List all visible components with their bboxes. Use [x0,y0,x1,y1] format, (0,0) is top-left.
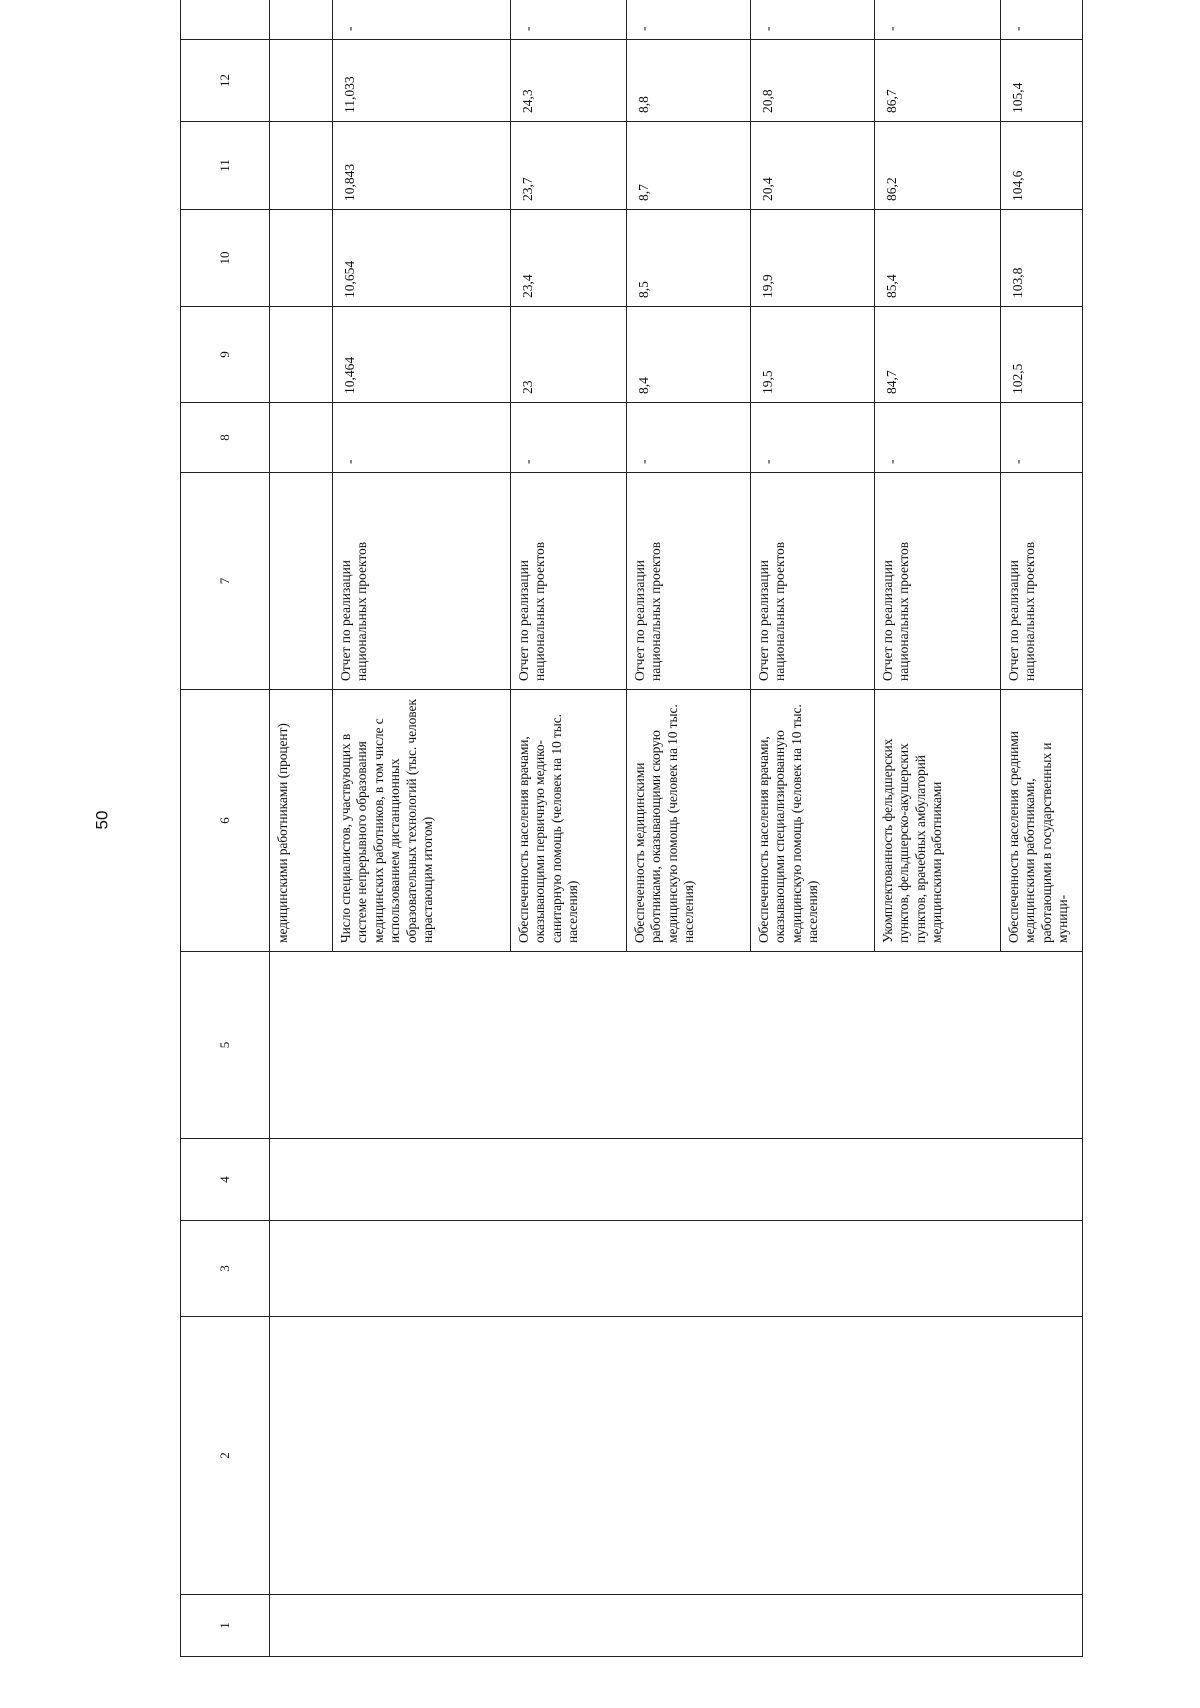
col5-cell [270,952,1083,1139]
header-cell-12: 12 [181,40,270,122]
value-col13: - [875,0,1001,40]
indicators-table [180,0,1083,1657]
header-cell-11: 11 [181,122,270,210]
indicator-name: Обеспеченность населения врачами, оказывающими первичную медико-санитарную помощь (человек на 10 тыс. населения) [511,690,627,952]
header-cell-7: 7 [181,473,270,690]
header-cell-10: 10 [181,210,270,307]
value-col10: 8,5 [627,210,751,307]
value-col9: 23 [511,307,627,403]
header-cell-3: 3 [181,1221,270,1317]
value-col13: - [1001,0,1083,40]
col4-cell [270,1139,1083,1221]
value-col10: 103,8 [1001,210,1083,307]
value-col11: 8,7 [627,122,751,210]
value-col8: - [333,403,511,473]
continuation-source [270,473,333,690]
value-col11: 86,2 [875,122,1001,210]
value-col10: 23,4 [511,210,627,307]
col1-cell [270,1595,1083,1657]
value-col10: 85,4 [875,210,1001,307]
value-col11: 20,4 [751,122,875,210]
value-col9: 84,7 [875,307,1001,403]
value-col9: 102,5 [1001,307,1083,403]
col2-cell [270,1317,1083,1595]
value-col12: 8,8 [627,40,751,122]
value-col8: - [875,403,1001,473]
value-col11: 23,7 [511,122,627,210]
data-source: Отчет по реализации национальных проектов [333,473,511,690]
data-source: Отчет по реализации национальных проектов [627,473,751,690]
header-cell-1: 1 [181,1595,270,1657]
header-cell-2: 2 [181,1317,270,1595]
value-col12: 86,7 [875,40,1001,122]
data-source: Отчет по реализации национальных проектов [1001,473,1083,690]
header-row [181,0,270,1657]
header-cell-6: 6 [181,690,270,952]
data-source: Отчет по реализации национальных проектов [875,473,1001,690]
header-cell-13 [181,0,270,40]
indicator-name: Обеспеченность населения врачами, оказывающими специализированную медицинскую помощь (человек на 10 тыс. населения) [751,690,875,952]
value-col8: - [627,403,751,473]
value-col12: 11,033 [333,40,511,122]
data-source: Отчет по реализации национальных проектов [751,473,875,690]
indicators-table-rotated [180,26,1083,1657]
value-col13: - [627,0,751,40]
header-cell-5: 5 [181,952,270,1139]
indicator-name: Число специалистов, участвующих в системе непрерывного образования медицинских работников, в том числе с использованием дистанционных образовательных технологий (тыс. человек нарастающим итогом) [333,690,511,952]
indicator-name: Укомплектованность фельдшерских пунктов, фельдшерско-акушерских пунктов, врачебных амбулаторий медицинскими работниками [875,690,1001,952]
value-col9: 19,5 [751,307,875,403]
indicator-name: Обеспеченность медицинскими работниками, оказывающими скорую медицинскую помощь (человек на 10 тыс. населения) [627,690,751,952]
value-col9: 10,464 [333,307,511,403]
value-col13: - [751,0,875,40]
value-col8: - [511,403,627,473]
header-cell-8: 8 [181,403,270,473]
value-col11: 104,6 [1001,122,1083,210]
data-source: Отчет по реализации национальных проектов [511,473,627,690]
value-col8: - [751,403,875,473]
col3-cell [270,1221,1083,1317]
continuation-indicator: медицинскими работниками (процент) [270,690,333,952]
value-col12: 24,3 [511,40,627,122]
indicator-name: Обеспеченность населения средними медицинскими работниками, работающими в государственных и муници- [1001,690,1083,952]
header-cell-9: 9 [181,307,270,403]
value-col10: 10,654 [333,210,511,307]
continuation-row [270,0,333,1657]
value-col9: 8,4 [627,307,751,403]
value-col10: 19,9 [751,210,875,307]
value-col13: - [333,0,511,40]
value-col13: - [511,0,627,40]
page-number: 50 [92,810,112,830]
header-cell-4: 4 [181,1139,270,1221]
value-col12: 20,8 [751,40,875,122]
value-col11: 10,843 [333,122,511,210]
value-col12: 105,4 [1001,40,1083,122]
value-col8: - [1001,403,1083,473]
